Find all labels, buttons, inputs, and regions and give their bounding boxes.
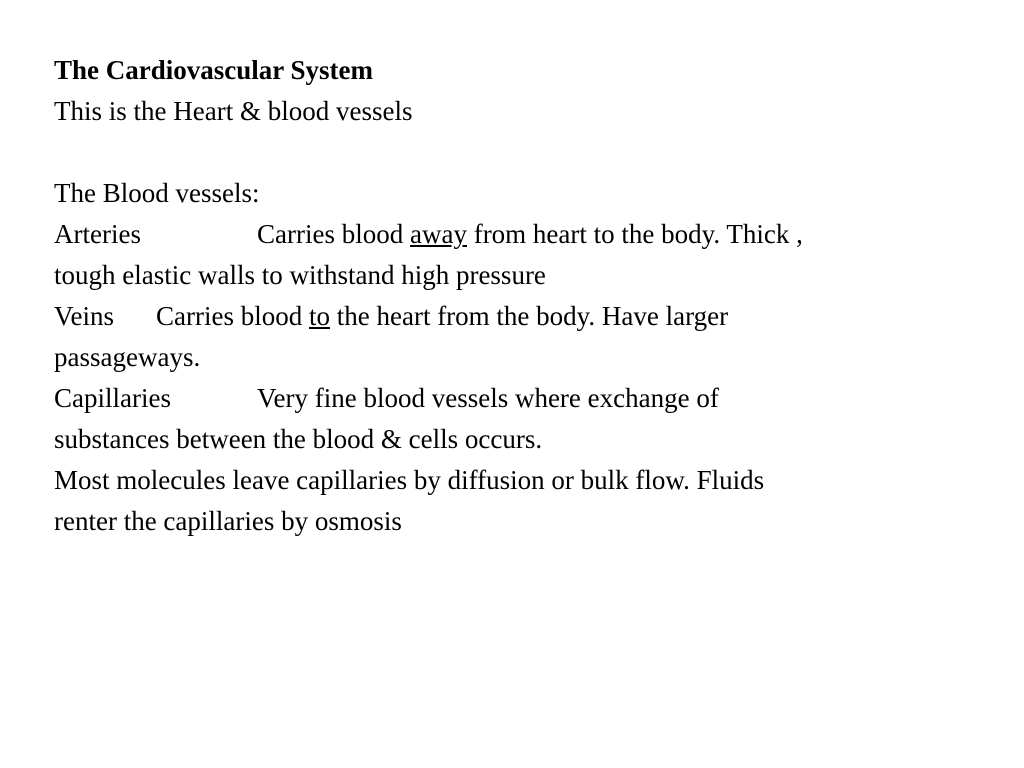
veins-emphasis: to [308, 301, 330, 331]
note-line-1: Most molecules leave capillaries by diffusion or bulk flow. Fluids [54, 465, 765, 495]
arteries-term: Arteries [54, 219, 141, 249]
slide-body [54, 50, 974, 542]
slide-subtitle: This is the Heart & blood vessels [54, 96, 413, 126]
capillaries-text: Very fine blood vessels where exchange of [257, 383, 719, 413]
slide-title: The Cardiovascular System [54, 55, 374, 85]
veins-text-after: the heart from the body. Have larger [330, 301, 729, 331]
note-line-2: renter the capillaries by osmosis [54, 506, 402, 536]
blank-line [54, 132, 974, 173]
veins-continuation: passageways. [54, 342, 201, 372]
veins-text-before: Carries blood [156, 301, 309, 331]
veins-term: Veins [54, 301, 114, 331]
section-heading: The Blood vessels: [54, 178, 260, 208]
veins-line [54, 296, 974, 337]
arteries-line [54, 214, 974, 255]
arteries-text-before: Carries blood [257, 219, 410, 249]
arteries-continuation: tough elastic walls to withstand high pressure [54, 260, 546, 290]
capillaries-continuation: substances between the blood & cells occurs. [54, 424, 543, 454]
capillaries-line [54, 378, 974, 419]
arteries-text-after: from heart to the body. Thick , [466, 219, 803, 249]
capillaries-term: Capillaries [54, 383, 171, 413]
arteries-emphasis: away [409, 219, 467, 249]
